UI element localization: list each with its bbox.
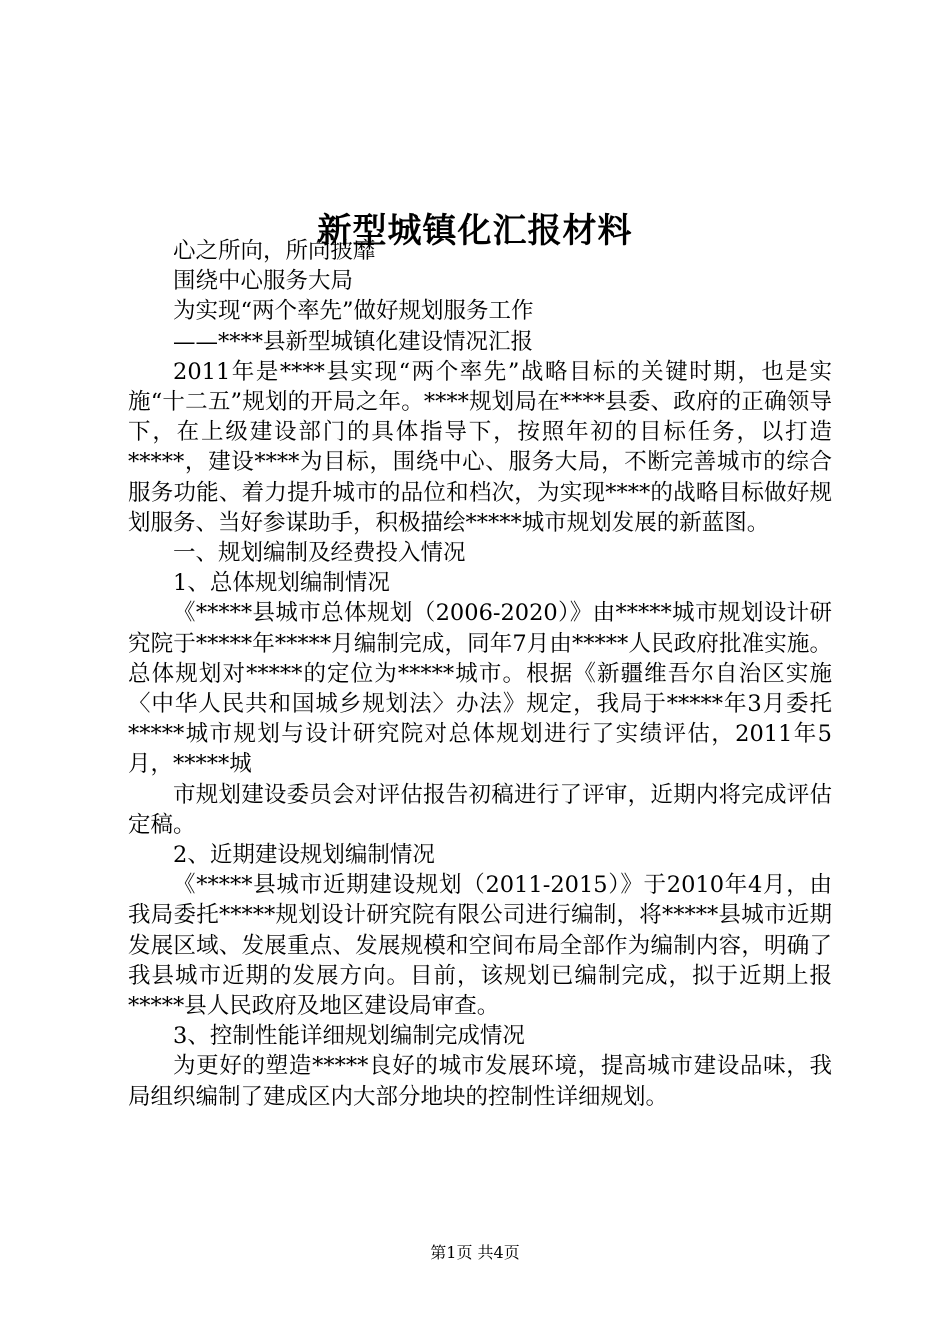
paragraph-overall-plan: 《*****县城市总体规划（2006-2020）》由*****城市规划设计研究院于*****年*****月编制完成，同年7月由*****人民政府批准实施。总体规划对*****的定位为*****城市。根据《新疆维吾尔自治区实施〈中华人民共和国城乡规划法〉办法》规定，我局于*****年3月委托*****城市规划与设计研究院对总体规划进行了实绩评估，2011年5月，*****城	[128, 600, 832, 778]
document-body	[128, 236, 832, 1112]
intro-paragraph: 2011年是****县实现“两个率先”战略目标的关键时期，也是实施“十二五”规划的开局之年。****规划局在****县委、政府的正确领导下，在上级建设部门的具体指导下，按照年初的目标任务，以打造*****，建设****为目标，围绕中心、服务大局，不断完善城市的综合服务功能、着力提升城市的品位和档次，为实现****的战略目标做好规划服务、当好参谋助手，积极描绘*****城市规划发展的新蓝图。	[128, 358, 832, 536]
paragraph-overall-plan-continued: 市规划建设委员会对评估报告初稿进行了评审，近期内将完成评估定稿。	[128, 781, 832, 838]
heading-line-1: 心之所向，所向披靡	[173, 238, 376, 264]
subsection-heading-2: 2、近期建设规划编制情况	[173, 842, 435, 869]
subsection-heading-1: 1、总体规划编制情况	[173, 570, 390, 597]
subtitle-line: ——****县新型城镇化建设情况汇报	[173, 328, 534, 355]
heading-line-3: 为实现“两个率先”做好规划服务工作	[173, 298, 534, 325]
section-heading-1: 一、规划编制及经费投入情况	[173, 540, 466, 567]
heading-line-2: 围绕中心服务大局	[173, 268, 354, 295]
subsection-heading-3: 3、控制性能详细规划编制完成情况	[173, 1023, 525, 1050]
paragraph-detailed-plan: 为更好的塑造*****良好的城市发展环境，提高城市建设品味，我局组织编制了建成区内大部分地块的控制性详细规划。	[128, 1053, 832, 1110]
page-number: 第1页 共4页	[430, 1243, 520, 1262]
paragraph-near-term-plan: 《*****县城市近期建设规划（2011-2015）》于2010年4月，由我局委托*****规划设计研究院有限公司进行编制，将*****县城市近期发展区域、发展重点、发展规模和空间布局全部作为编制内容，明确了我县城市近期的发展方向。目前，该规划已编制完成，拟于近期上报*****县人民政府及地区建设局审查。	[128, 872, 832, 1020]
document-title: 新型城镇化汇报材料	[317, 210, 633, 251]
